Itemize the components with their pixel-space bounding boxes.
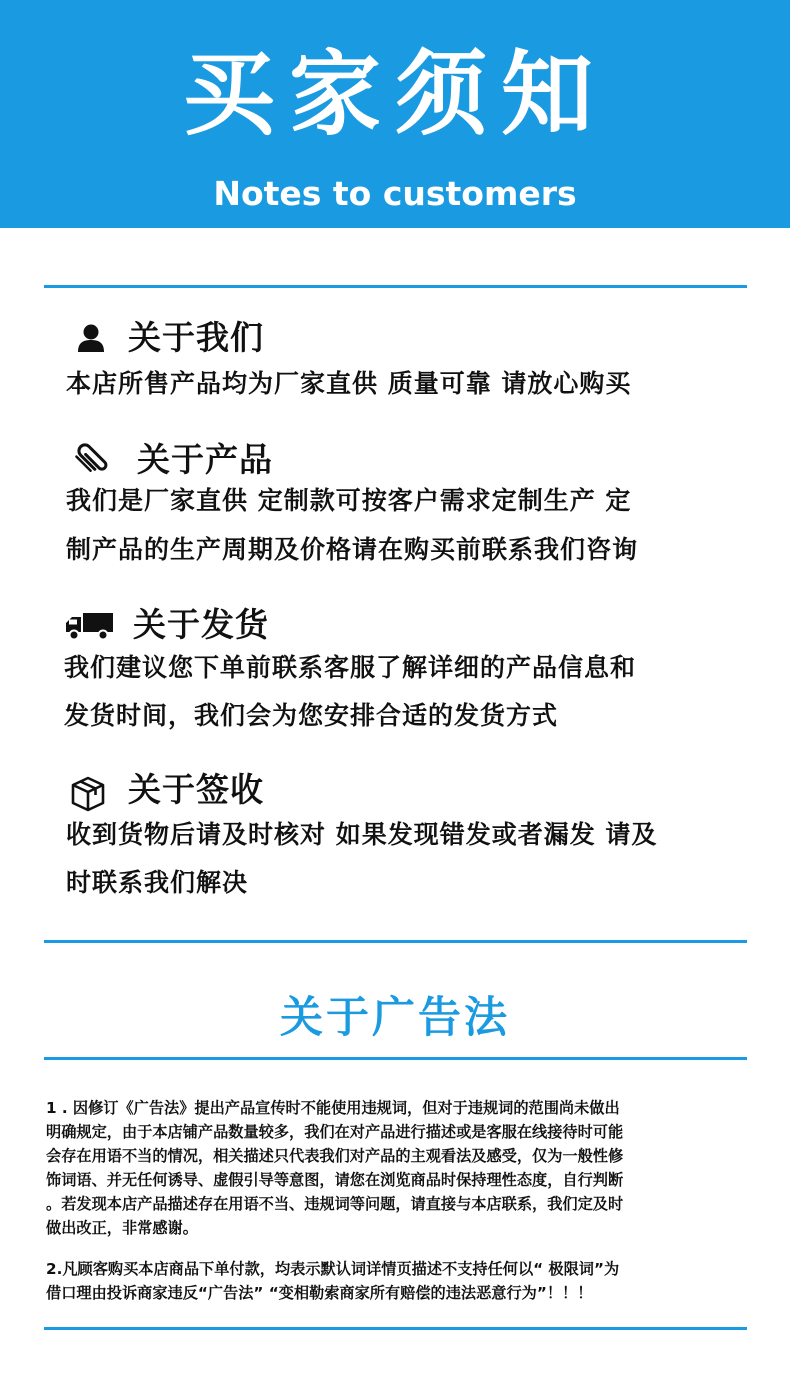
divider-middle <box>44 940 747 943</box>
page-subtitle: Notes to customers <box>213 174 577 213</box>
person-icon <box>76 323 106 353</box>
section-text-line: 时联系我们解决 <box>66 868 249 897</box>
section-heading: 关于发货 <box>133 605 269 644</box>
package-icon <box>70 775 106 813</box>
ad-law-paragraph-line: 。若发现本店产品描述存在用语不当、违规词等问题，请直接与本店联系，我们定及时 <box>46 1195 624 1213</box>
ad-law-paragraph-line: 明确规定，由于本店铺产品数量较多，我们在对产品进行描述或是客服在线接待时可能 <box>46 1123 624 1141</box>
ad-law-paragraph-line: 借口理由投诉商家违反“广告法” “变相勒索商家所有赔偿的违法恶意行为”！！！ <box>46 1284 593 1302</box>
divider-top <box>44 285 747 288</box>
truck-icon <box>64 611 114 641</box>
page-title: 买家须知 <box>182 41 607 148</box>
ad-law-paragraph-line: 饰词语、并无任何诱导、虚假引导等意图，请您在浏览商品时保持理性态度，自行判断 <box>46 1171 624 1189</box>
section-text-line: 制产品的生产周期及价格请在购买前联系我们咨询 <box>66 535 639 564</box>
ad-law-paragraph-line: 1 . 因修订《广告法》提出产品宣传时不能使用违规词，但对于违规词的范围尚未做出 <box>46 1099 620 1117</box>
section-text-line: 我们建议您下单前联系客服了解详细的产品信息和 <box>64 653 637 682</box>
ad-law-paragraph-line: 做出改正，非常感谢。 <box>46 1219 198 1237</box>
ad-law-paragraph-line: 会存在用语不当的情况，相关描述只代表我们对产品的主观看法及感受，仅为一般性修 <box>46 1147 624 1165</box>
divider-bottom <box>44 1327 747 1330</box>
section-heading: 关于签收 <box>128 770 264 809</box>
header-banner <box>0 0 790 228</box>
section-heading: 关于产品 <box>137 440 273 479</box>
divider-ad-law <box>44 1057 747 1060</box>
ad-law-title: 关于广告法 <box>280 993 510 1043</box>
paperclip-icon <box>72 438 112 478</box>
section-heading: 关于我们 <box>128 318 264 357</box>
section-text-line: 本店所售产品均为厂家直供 质量可靠 请放心购买 <box>66 369 632 398</box>
section-text-line: 收到货物后请及时核对 如果发现错发或者漏发 请及 <box>66 820 658 849</box>
section-text-line: 我们是厂家直供 定制款可按客户需求定制生产 定 <box>66 486 632 515</box>
section-text-line: 发货时间，我们会为您安排合适的发货方式 <box>64 701 559 730</box>
ad-law-paragraph-line: 2.凡顾客购买本店商品下单付款，均表示默认词详情页描述不支持任何以“ 极限词”为 <box>46 1260 620 1278</box>
